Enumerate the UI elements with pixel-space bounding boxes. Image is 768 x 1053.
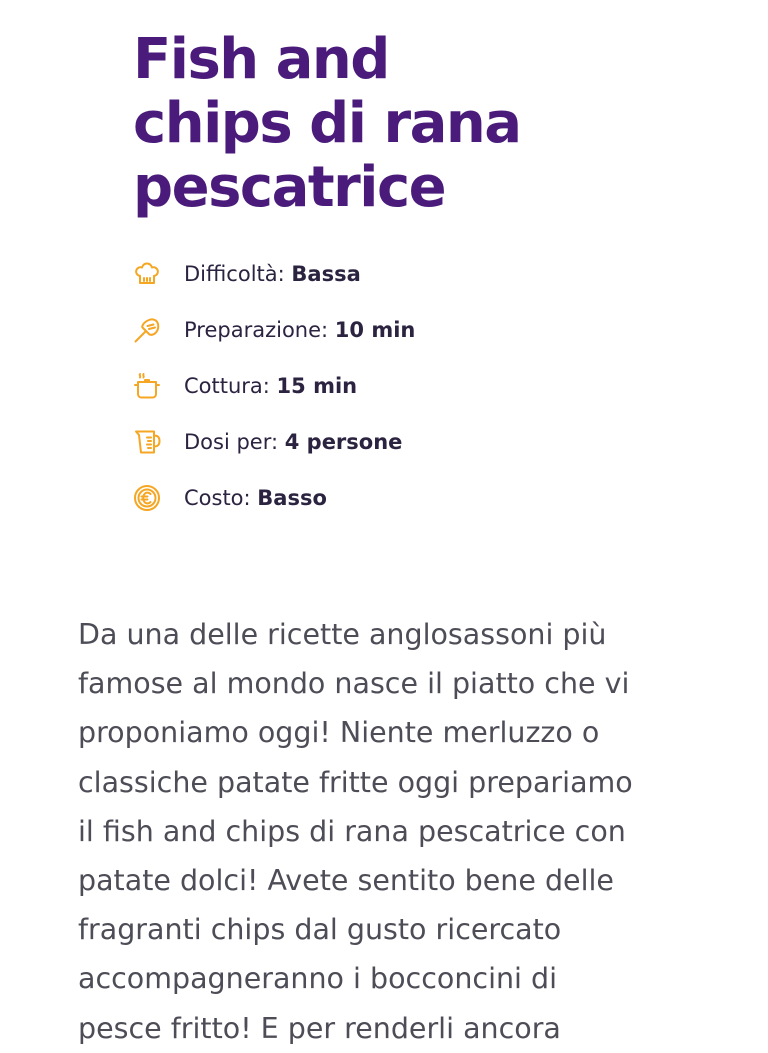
recipe-title-line: pescatrice bbox=[133, 155, 446, 220]
detail-cooking bbox=[132, 358, 652, 414]
detail-label: Dosi per: bbox=[184, 430, 285, 454]
detail-difficulty-text bbox=[184, 262, 361, 286]
recipe-title bbox=[133, 28, 653, 220]
recipe-title-line: Fish and bbox=[133, 27, 389, 92]
intro-line: classiche patate fritte oggi prepariamo bbox=[78, 765, 633, 799]
detail-servings bbox=[132, 414, 652, 470]
detail-preparation bbox=[132, 302, 652, 358]
detail-difficulty bbox=[132, 246, 652, 302]
intro-line: famose al mondo nasce il piatto che vi bbox=[78, 667, 630, 701]
detail-label: Difficoltà: bbox=[184, 262, 292, 286]
detail-label: Costo: bbox=[184, 486, 258, 510]
whisk-icon bbox=[132, 315, 162, 345]
intro-line: Da una delle ricette anglosassoni più bbox=[78, 618, 607, 651]
detail-servings-text bbox=[184, 430, 402, 454]
detail-label: Preparazione: bbox=[184, 318, 335, 342]
euro-coin-icon bbox=[132, 483, 162, 513]
measuring-cup-icon bbox=[132, 427, 162, 457]
detail-value: Bassa bbox=[291, 262, 361, 286]
detail-cooking-text bbox=[184, 374, 357, 398]
detail-preparation-text bbox=[184, 318, 415, 342]
recipe-details bbox=[132, 246, 652, 526]
recipe-title-line: chips di rana bbox=[133, 91, 521, 156]
detail-value: 15 min bbox=[276, 374, 358, 398]
detail-value: 4 persone bbox=[284, 430, 403, 454]
detail-value: Basso bbox=[257, 486, 327, 510]
intro-line: patate dolci! Avete sentito bene delle bbox=[78, 864, 614, 898]
intro-line: proponiamo oggi! Niente merluzzo o bbox=[78, 716, 600, 750]
intro-line: il fish and chips di rana pescatrice con bbox=[78, 814, 626, 848]
detail-cost-text bbox=[184, 486, 327, 510]
intro-line: accompagneranno i bocconcini di bbox=[78, 962, 558, 996]
detail-cost bbox=[132, 470, 652, 526]
cooking-pot-icon bbox=[132, 371, 162, 401]
chef-hat-icon bbox=[132, 259, 162, 289]
detail-value: 10 min bbox=[334, 318, 416, 342]
detail-label: Cottura: bbox=[184, 374, 277, 398]
recipe-intro bbox=[78, 610, 708, 1053]
intro-line: fragranti chips dal gusto ricercato bbox=[78, 913, 562, 947]
intro-line: pesce fritto! E per renderli ancora bbox=[78, 1011, 561, 1045]
